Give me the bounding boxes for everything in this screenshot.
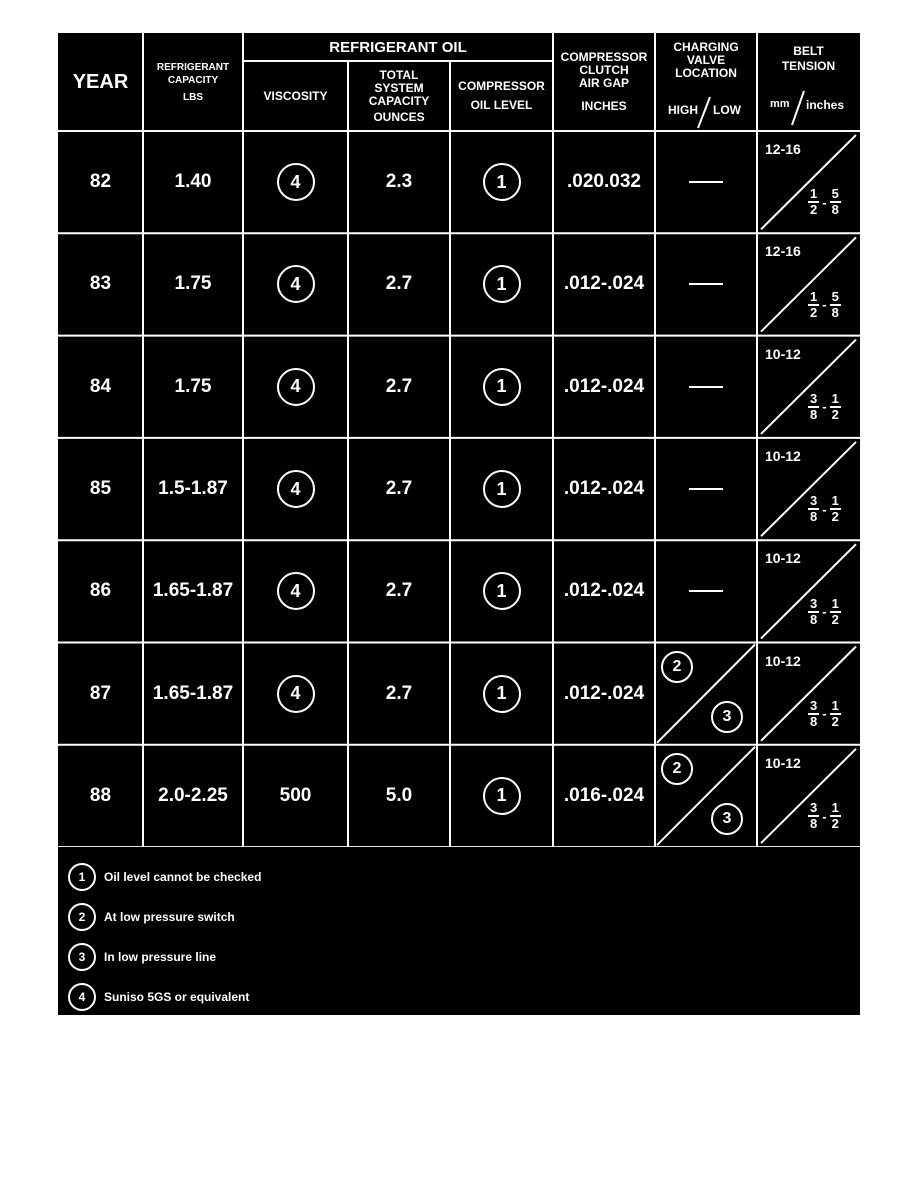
viscosity-note-circle: 4 bbox=[277, 265, 315, 303]
viscosity-cell: 500 bbox=[279, 784, 312, 806]
belt-tension-inches bbox=[808, 494, 841, 524]
fraction-a bbox=[808, 597, 819, 627]
legend-note-circle: 2 bbox=[68, 903, 96, 931]
fraction-b-numerator: 1 bbox=[831, 390, 839, 406]
oil-level-note-circle: 1 bbox=[483, 368, 521, 406]
viscosity-note-circle: 4 bbox=[277, 675, 315, 713]
year-cell: 84 bbox=[89, 375, 112, 397]
fraction-a-denominator: 8 bbox=[810, 816, 818, 832]
fraction-a bbox=[808, 187, 819, 217]
header-belt-line1: BELT bbox=[793, 44, 824, 58]
fraction-b-numerator: 5 bbox=[831, 186, 839, 202]
fraction-b-numerator: 1 bbox=[831, 595, 839, 611]
air-gap-cell: .012-.024 bbox=[563, 478, 645, 500]
fraction-b bbox=[830, 699, 841, 729]
legend-text: Oil level cannot be checked bbox=[104, 870, 262, 884]
fraction-a-denominator: 8 bbox=[810, 509, 818, 525]
belt-tension-mm: 10-12 bbox=[765, 345, 801, 362]
header-charging-low: LOW bbox=[713, 103, 741, 117]
header-air-gap-line2: CLUTCH bbox=[579, 63, 629, 77]
belt-tension-mm: 10-12 bbox=[765, 652, 801, 669]
header-refrigerant-capacity bbox=[143, 33, 243, 131]
refrigerant-capacity-cell: 1.75 bbox=[174, 273, 212, 295]
air-gap-cell: .012-.024 bbox=[563, 273, 645, 295]
header-charging-line3: LOCATION bbox=[675, 66, 737, 80]
charging-high-note-circle: 2 bbox=[661, 753, 693, 785]
refrigerant-capacity-cell: 1.65-1.87 bbox=[152, 682, 234, 704]
viscosity-note-circle: 4 bbox=[277, 163, 315, 201]
fraction-b bbox=[830, 597, 841, 627]
fraction-b-numerator: 1 bbox=[831, 493, 839, 509]
legend-item bbox=[68, 863, 261, 891]
header-total-line2: SYSTEM bbox=[374, 80, 424, 95]
fraction-separator: - bbox=[822, 706, 827, 722]
legend-text: Suniso 5GS or equivalent bbox=[104, 990, 250, 1004]
fraction-separator: - bbox=[822, 297, 827, 313]
fraction-a-numerator: 3 bbox=[810, 493, 818, 509]
fraction-a bbox=[808, 290, 819, 320]
header-refrigerant-capacity-line2: CAPACITY bbox=[167, 74, 219, 86]
air-gap-cell: .020.032 bbox=[567, 171, 641, 193]
total-capacity-cell: 2.7 bbox=[385, 478, 413, 500]
header-year: YEAR bbox=[72, 70, 129, 93]
fraction-a bbox=[808, 801, 819, 831]
air-gap-cell: .012-.024 bbox=[563, 375, 645, 397]
air-gap-cell: .012-.024 bbox=[563, 580, 645, 602]
belt-tension-inches bbox=[808, 699, 841, 729]
year-cell: 86 bbox=[89, 580, 112, 602]
fraction-a bbox=[808, 392, 819, 422]
refrigerant-capacity-cell: 1.40 bbox=[174, 171, 212, 193]
fraction-a-numerator: 1 bbox=[810, 186, 818, 202]
header-total-line1: TOTAL bbox=[379, 67, 419, 82]
oil-level-note-circle: 1 bbox=[483, 265, 521, 303]
oil-level-note-circle: 1 bbox=[483, 163, 521, 201]
header-refrigerant-capacity-line3: LBS bbox=[183, 91, 203, 103]
fraction-a-numerator: 3 bbox=[810, 697, 818, 713]
viscosity-note-circle: 4 bbox=[277, 368, 315, 406]
belt-tension-mm: 12-16 bbox=[765, 243, 801, 260]
fraction-a-numerator: 3 bbox=[810, 390, 818, 406]
header-oil-level-line2: OIL LEVEL bbox=[470, 98, 533, 112]
fraction-b-denominator: 8 bbox=[831, 202, 839, 218]
charging-high-note-circle: 2 bbox=[661, 651, 693, 683]
fraction-a-numerator: 1 bbox=[810, 288, 818, 304]
legend-note-circle: 3 bbox=[68, 943, 96, 971]
header-belt-slash bbox=[792, 91, 804, 125]
header-belt-inches: inches bbox=[806, 98, 845, 112]
fraction-b-numerator: 5 bbox=[831, 288, 839, 304]
fraction-a-numerator: 3 bbox=[810, 595, 818, 611]
year-cell: 83 bbox=[89, 273, 112, 295]
fraction-a-denominator: 2 bbox=[810, 202, 818, 218]
belt-tension-mm: 10-12 bbox=[765, 447, 801, 464]
fraction-a-denominator: 2 bbox=[810, 304, 818, 320]
fraction-b-denominator: 2 bbox=[831, 816, 839, 832]
charging-low-note-circle: 3 bbox=[711, 701, 743, 733]
refrigerant-capacity-cell: 1.5-1.87 bbox=[158, 478, 228, 500]
year-cell: 88 bbox=[89, 784, 112, 806]
refrigerant-capacity-cell: 1.65-1.87 bbox=[152, 580, 234, 602]
fraction-b-denominator: 8 bbox=[831, 304, 839, 320]
fraction-b-denominator: 2 bbox=[831, 713, 839, 729]
fraction-b-denominator: 2 bbox=[831, 611, 839, 627]
belt-tension-inches bbox=[808, 597, 841, 627]
header-air-gap bbox=[553, 33, 655, 131]
header-total-line3: CAPACITY bbox=[368, 93, 430, 108]
fraction-b-numerator: 1 bbox=[831, 697, 839, 713]
belt-tension-inches bbox=[808, 392, 841, 422]
legend-text: At low pressure switch bbox=[104, 910, 235, 924]
header-charging-line2: VALVE bbox=[686, 53, 726, 67]
fraction-a bbox=[808, 699, 819, 729]
charging-valve-dash bbox=[689, 386, 723, 388]
fraction-separator: - bbox=[822, 808, 827, 824]
header-refrigerant-oil: REFRIGERANT OIL bbox=[329, 38, 467, 56]
belt-tension-mm: 10-12 bbox=[765, 754, 801, 771]
header-charging-high: HIGH bbox=[668, 103, 698, 117]
total-capacity-cell: 2.3 bbox=[385, 171, 413, 193]
charging-valve-dash bbox=[689, 181, 723, 183]
charging-valve-dash bbox=[689, 283, 723, 285]
header-viscosity: VISCOSITY bbox=[263, 88, 328, 103]
air-gap-cell: .012-.024 bbox=[563, 682, 645, 704]
legend-text: In low pressure line bbox=[104, 950, 217, 964]
header-belt-line2: TENSION bbox=[781, 59, 836, 73]
fraction-separator: - bbox=[822, 194, 827, 210]
header-compressor-oil-level bbox=[450, 61, 553, 131]
total-capacity-cell: 2.7 bbox=[385, 580, 413, 602]
fraction-b-numerator: 1 bbox=[831, 800, 839, 816]
total-capacity-cell: 2.7 bbox=[385, 273, 413, 295]
header-charging-valve bbox=[655, 41, 757, 91]
header-belt-tension bbox=[757, 45, 860, 85]
fraction-b bbox=[830, 187, 841, 217]
year-cell: 82 bbox=[89, 171, 112, 193]
fraction-a-denominator: 8 bbox=[810, 713, 818, 729]
legend-note-circle: 4 bbox=[68, 983, 96, 1011]
charging-low-note-circle: 3 bbox=[711, 803, 743, 835]
air-gap-cell: .016-.024 bbox=[563, 784, 645, 806]
total-capacity-cell: 2.7 bbox=[385, 682, 413, 704]
oil-level-note-circle: 1 bbox=[483, 572, 521, 610]
fraction-b-denominator: 2 bbox=[831, 509, 839, 525]
legend-item bbox=[68, 943, 216, 971]
belt-tension-inches bbox=[808, 187, 841, 217]
fraction-a-denominator: 8 bbox=[810, 406, 818, 422]
oil-level-note-circle: 1 bbox=[483, 777, 521, 815]
header-total-line4: OUNCES bbox=[373, 109, 425, 124]
fraction-a-numerator: 3 bbox=[810, 800, 818, 816]
fraction-b bbox=[830, 494, 841, 524]
refrigerant-capacity-cell: 2.0-2.25 bbox=[158, 784, 228, 806]
fraction-b bbox=[830, 392, 841, 422]
fraction-b bbox=[830, 290, 841, 320]
legend-note-circle: 1 bbox=[68, 863, 96, 891]
belt-tension-mm: 12-16 bbox=[765, 141, 801, 157]
legend-item bbox=[68, 903, 235, 931]
fraction-a bbox=[808, 494, 819, 524]
total-capacity-cell: 5.0 bbox=[385, 784, 413, 806]
header-air-gap-line1: COMPRESSOR bbox=[560, 50, 648, 64]
viscosity-note-circle: 4 bbox=[277, 572, 315, 610]
fraction-a-denominator: 8 bbox=[810, 611, 818, 627]
charging-valve-dash bbox=[689, 488, 723, 490]
fraction-separator: - bbox=[822, 501, 827, 517]
belt-tension-inches bbox=[808, 801, 841, 831]
header-total-capacity bbox=[348, 61, 450, 131]
header-charging-line1: CHARGING bbox=[673, 40, 739, 54]
fraction-b bbox=[830, 801, 841, 831]
legend-item bbox=[68, 983, 249, 1011]
oil-level-note-circle: 1 bbox=[483, 470, 521, 508]
refrigerant-capacity-cell: 1.75 bbox=[174, 375, 212, 397]
header-air-gap-line3: AIR GAP bbox=[578, 76, 629, 90]
header-refrigerant-capacity-line1: REFRIGERANT bbox=[156, 61, 230, 73]
year-cell: 85 bbox=[89, 478, 112, 500]
fraction-separator: - bbox=[822, 604, 827, 619]
fraction-b-denominator: 2 bbox=[831, 406, 839, 422]
oil-level-note-circle: 1 bbox=[483, 675, 521, 713]
ac-spec-table bbox=[58, 33, 860, 1015]
header-air-gap-line4: INCHES bbox=[581, 99, 627, 113]
fraction-separator: - bbox=[822, 399, 827, 415]
total-capacity-cell: 2.7 bbox=[385, 375, 413, 397]
year-cell: 87 bbox=[89, 682, 112, 704]
belt-tension-inches bbox=[808, 290, 841, 320]
viscosity-note-circle: 4 bbox=[277, 470, 315, 508]
charging-valve-dash bbox=[689, 590, 723, 592]
belt-tension-mm: 10-12 bbox=[765, 550, 801, 567]
header-oil-level-line1: COMPRESSOR bbox=[458, 79, 545, 93]
header-charging-slash bbox=[698, 97, 710, 128]
header-belt-mm: mm bbox=[770, 98, 790, 110]
